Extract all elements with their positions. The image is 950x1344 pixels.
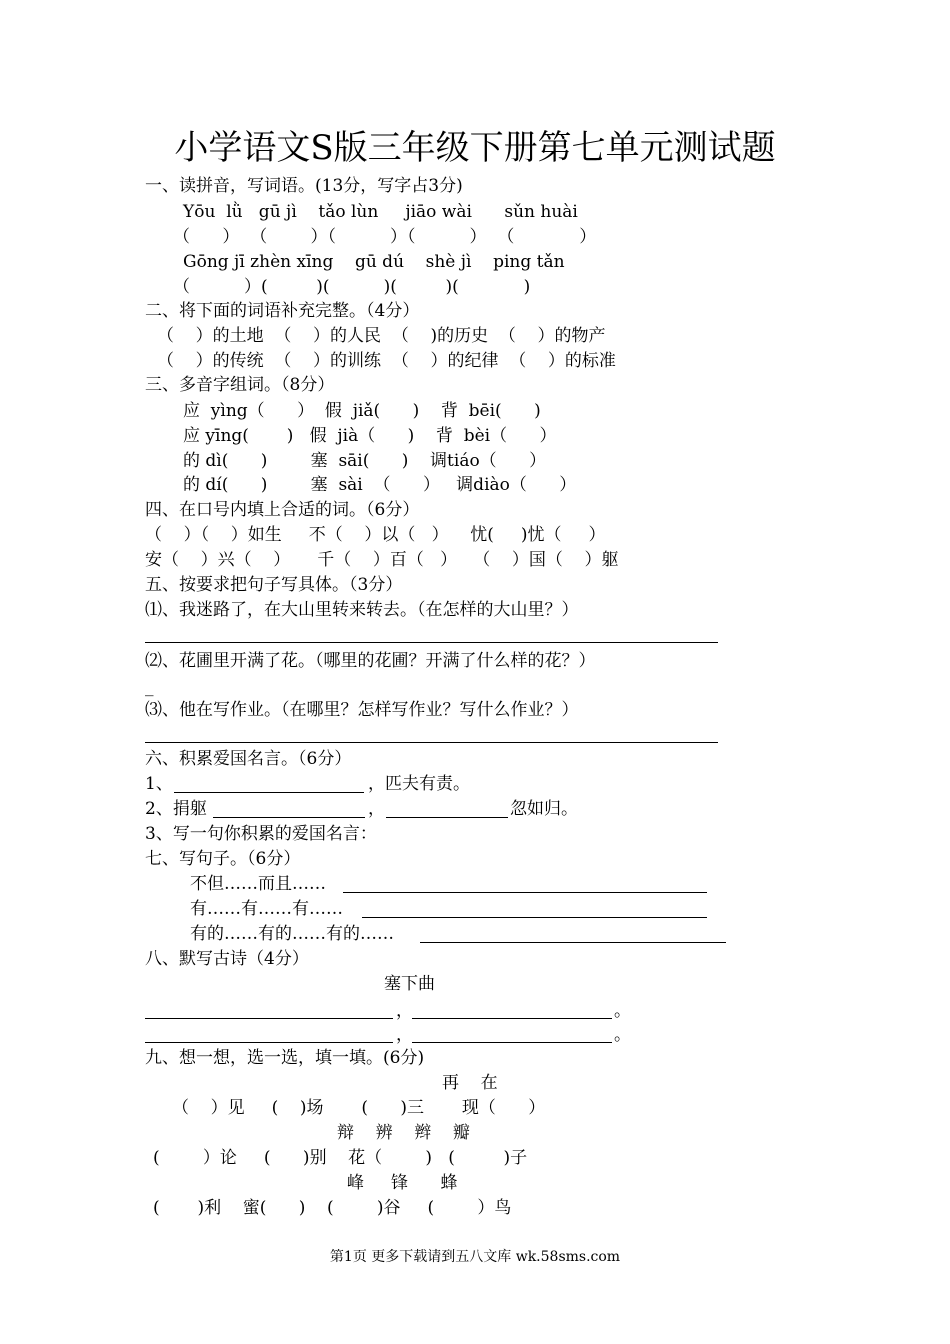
pattern-2: 有……有……有…… (190, 899, 343, 919)
choice-row-3[interactable]: ( )利 蜜( ) ( )谷 ( ）鸟 (153, 1198, 512, 1218)
poem-line-1a[interactable] (145, 1018, 393, 1019)
section-9-heading: 九、想一想，选一选，填一填。(6分) (145, 1048, 425, 1068)
quote-1-suffix: ，匹夫有责。 (368, 774, 470, 794)
pattern-3: 有的……有的……有的…… (190, 924, 394, 944)
choice-row-1[interactable]: （ ）见 ( )场 ( )三 现（ ） (172, 1098, 546, 1118)
char-choices-1: 再 在 (442, 1073, 498, 1093)
answer-boxes-row-2[interactable]: （ ）( )( )( )( ) (173, 277, 531, 297)
section-7-heading: 七、写句子。（6分） (145, 849, 301, 869)
pattern-1: 不但……而且…… (190, 874, 326, 894)
choice-row-2[interactable]: ( ）论 ( )别 花（ ) ( )子 (153, 1148, 528, 1168)
section-3-heading: 三、多音字组词。（8分） (145, 375, 335, 395)
question-5-2: ⑵、花圃里开满了花。（哪里的花圃？开满了什么样的花？） (145, 651, 596, 671)
quote-2-blank-a[interactable] (213, 817, 365, 818)
quote-2-suffix: 忽如归。 (510, 799, 578, 819)
idiom-row-1[interactable]: （ ）（ ）如生 不（ ）以（ ） 忧( )忧（ ） (145, 525, 606, 545)
char-choices-2: 辩 辨 辫 瓣 (337, 1123, 470, 1143)
pattern-2-blank[interactable] (362, 917, 707, 918)
pinyin-row-2: Gōng jī zhèn xīng gū dú shè jì ping tǎn (183, 252, 565, 272)
poem-line-2a[interactable] (145, 1042, 393, 1043)
polyphone-row-3[interactable]: 的 dì( ) 塞 sāi( ) 调tiáo（ ） (183, 451, 547, 471)
quote-1-blank[interactable] (174, 792, 364, 793)
fill-row-2[interactable]: （ ）的传统 （ ）的训练 （ ）的纪律 （ ）的标准 (157, 351, 616, 371)
poem-line-1b[interactable] (412, 1018, 612, 1019)
section-6-heading: 六、积累爱国名言。（6分） (145, 749, 352, 769)
poem-line-2b[interactable] (412, 1042, 612, 1043)
fill-row-1[interactable]: （ ）的土地 （ ）的人民 （ )的历史 （ ）的物产 (157, 326, 606, 346)
idiom-row-2[interactable]: 安（ ）兴（ ） 千（ ）百（ ） （ ）国（ ）躯 (145, 550, 619, 570)
answer-boxes-row-1[interactable]: （ ） （ ）（ ）（ ） （ ） (173, 227, 597, 247)
question-5-1: ⑴、我迷路了，在大山里转来转去。（在怎样的大山里？） (145, 600, 579, 620)
polyphone-row-4[interactable]: 的 dí( ) 塞 sài （ ） 调diào（ ） (183, 475, 577, 495)
char-choices-3: 峰 锋 蜂 (347, 1173, 458, 1193)
page-footer: 第1页 更多下载请到五八文库 wk.58sms.com (329, 1249, 621, 1265)
quote-1-prefix: 1、 (145, 774, 173, 794)
section-5-heading: 五、按要求把句子写具体。（3分） (145, 575, 403, 595)
pattern-3-blank[interactable] (420, 942, 726, 943)
section-2-heading: 二、将下面的词语补充完整。（4分） (145, 301, 420, 321)
polyphone-row-1[interactable]: 应 yìng（ ） 假 jiǎ( ) 背 bēi( ) (183, 401, 541, 421)
poem-period-1: 。 (614, 1001, 631, 1021)
quote-3: 3、写一句你积累的爱国名言： (145, 824, 377, 844)
quote-2-blank-b[interactable] (386, 817, 508, 818)
answer-line-5-3[interactable] (145, 742, 718, 743)
poem-title: 塞下曲 (384, 974, 435, 994)
section-4-heading: 四、在口号内填上合适的词。（6分） (145, 500, 420, 520)
quote-2-prefix: 2、捐躯 (145, 799, 207, 819)
polyphone-row-2[interactable]: 应 yīng( ) 假 jià（ ) 背 bèi（ ） (183, 426, 557, 446)
question-5-3: ⑶、他在写作业。（在哪里？怎样写作业？写什么作业？） (145, 700, 579, 720)
poem-comma-2: ， (396, 1025, 413, 1045)
page-title: 小学语文S版三年级下册第七单元测试题 (174, 128, 776, 168)
pinyin-row-1: Yōu lǜ gū jì tǎo lùn jiāo wài sǔn huài (183, 202, 578, 222)
answer-mark-5-2[interactable]: _ (145, 677, 154, 697)
section-8-heading: 八、默写古诗（4分） (145, 949, 309, 969)
quote-2-comma: ， (368, 799, 385, 819)
poem-period-2: 。 (614, 1025, 631, 1045)
pattern-1-blank[interactable] (343, 892, 707, 893)
poem-comma-1: ， (396, 1001, 413, 1021)
answer-line-5-1[interactable] (145, 642, 718, 643)
section-1-heading: 一、读拼音，写词语。(13分，写字占3分) (145, 176, 463, 196)
